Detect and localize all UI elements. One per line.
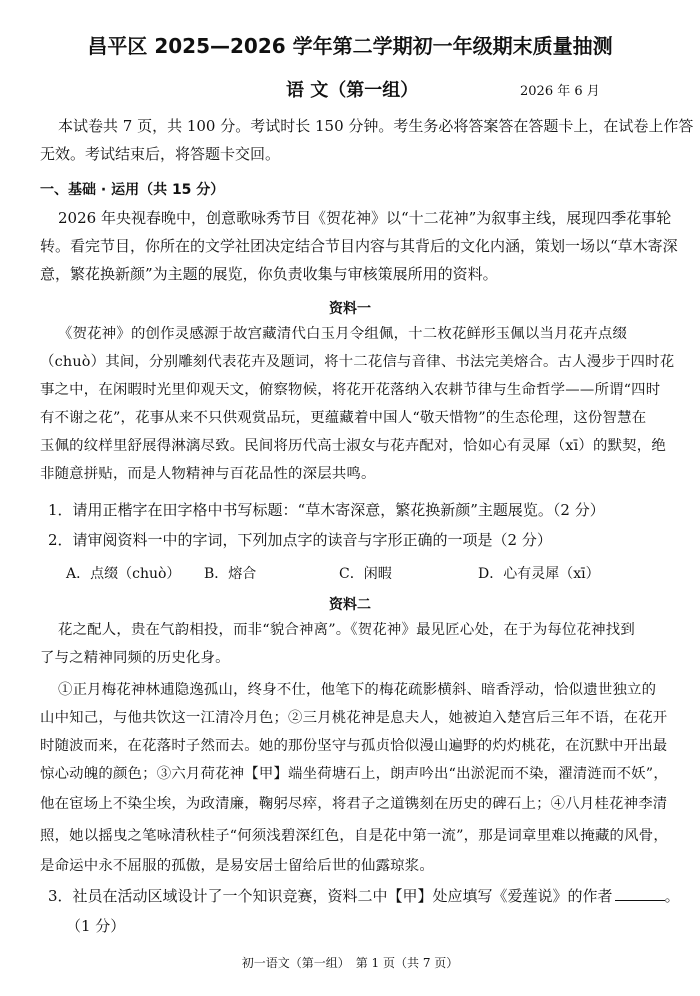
question-3-score: （1 分） bbox=[66, 917, 126, 935]
subject-title: 语 文（第一组） bbox=[286, 80, 419, 101]
material-line: 有不谢之花”，花事从来不只供观赏品玩，更蕴藏着中国人“敬天惜物”的生态伦理，这份智慧在 bbox=[40, 410, 647, 426]
material-line: 了与之精神同频的历史化身。 bbox=[40, 650, 230, 666]
option-b: B．熔合 bbox=[204, 566, 257, 582]
material-line: 花之配人，贵在气韵相投，而非“貌合神离”。《贺花神》最见匠心处，在于为每位花神找到 bbox=[58, 622, 635, 638]
option-c: C．闲暇 bbox=[339, 566, 392, 582]
material-line: 非随意拼贴，而是人物精神与百花品性的深层共鸣。 bbox=[40, 466, 376, 482]
option-d: D．心有灵犀（xī） bbox=[478, 566, 600, 582]
material-line: 玉佩的纹样里舒展得淋漓尽致。民间将历代高士淑女与花卉配对，恰如心有灵犀（xī）的默契，绝 bbox=[40, 438, 666, 454]
exam-date: 2026 年 6 月 bbox=[520, 84, 600, 99]
material-line: 是命运中永不屈服的孤傲，是易安居士留给后世的仙露琼浆。 bbox=[40, 858, 434, 874]
material-line: 时随波而来，在花落时子然而去。她的那份坚守与孤贞恰似漫山遍野的灼灼桃花，在沉默中开出最 bbox=[40, 738, 668, 754]
question-1: 1．请用正楷字在田字格中书写标题：“草木寄深意，繁花换新颜”主题展览。（2 分） bbox=[48, 501, 605, 519]
question-3-stem: 3．社员在活动区域设计了一个知识竞赛，资料二中【甲】处应填写《爱莲说》的作者 bbox=[48, 887, 613, 905]
intro-line: 2026 年央视春晚中，创意歌咏秀节目《贺花神》以“十二花神”为叙事主线，展现四季花事轮 bbox=[58, 209, 672, 227]
material-line: 照，她以摇曳之笔咏清秋桂子“何须浅碧深红色，自是花中第一流”，那是词章里难以掩藏的风骨， bbox=[40, 828, 668, 844]
question-3 bbox=[48, 886, 680, 906]
material-line: 事之中，在闲暇时光里仰观天文，俯察物候，将花开花落纳入农耕节律与生命哲学——所谓“四时 bbox=[40, 382, 661, 398]
instruction-line: 无效。考试结束后，将答题卡交回。 bbox=[40, 145, 281, 163]
section-title: 一、基础 · 运用（共 15 分） bbox=[40, 182, 225, 198]
page-footer: 初一语文（第一组） 第 1 页（共 7 页） bbox=[241, 956, 459, 970]
question-3-end: 。 bbox=[664, 887, 680, 905]
material-line: ①正月梅花神林逋隐逸孤山，终身不仕，他笔下的梅花疏影横斜、暗香浮动，恰似遗世独立的 bbox=[58, 682, 657, 698]
intro-line: 转。看完节目，你所在的文学社团决定结合节目内容与其背后的文化内涵，策划一场以“草木寄深 bbox=[40, 237, 678, 255]
exam-title: 昌平区 2025—2026 学年第二学期初一年级期末质量抽测 bbox=[87, 34, 613, 58]
material-heading: 资料一 bbox=[329, 301, 371, 317]
option-a: A．点缀（chuò） bbox=[66, 566, 181, 582]
answer-blank[interactable] bbox=[615, 886, 665, 901]
intro-line: 意，繁花换新颜”为主题的展览，你负责收集与审核策展所用的资料。 bbox=[40, 265, 498, 283]
material-line: 《贺花神》的创作灵感源于故宫藏清代白玉月令组佩，十二枚花鲜形玉佩以当月花卉点缀 bbox=[58, 326, 628, 342]
question-2-stem: 2．请审阅资料一中的字词，下列加点字的读音与字形正确的一项是（2 分） bbox=[48, 531, 552, 549]
material-line: 山中知己，与他共饮这一江清冷月色；②三月桃花神是息夫人，她被迫入楚宫后三年不语，在花开 bbox=[40, 710, 668, 726]
material-line: 惊心动魄的颜色；③六月荷花神【甲】端坐荷塘石上，朗声吟出“出淤泥而不染，濯清涟而不妖”， bbox=[40, 766, 668, 782]
instruction-line: 本试卷共 7 页，共 100 分。考试时长 150 分钟。考生务必将答案答在答题卡上，在试卷上作答 bbox=[58, 117, 694, 135]
material-heading: 资料二 bbox=[329, 597, 371, 613]
material-line: 他在宦场上不染尘埃，为政清廉，鞠躬尽瘁，将君子之道镌刻在历史的碑石上；④八月桂花神李清 bbox=[40, 796, 668, 812]
material-line: （chuò）其间，分别雕刻代表花卉及题词，将十二花信与音律、书法完美熔合。古人漫步于四时花 bbox=[40, 354, 675, 370]
